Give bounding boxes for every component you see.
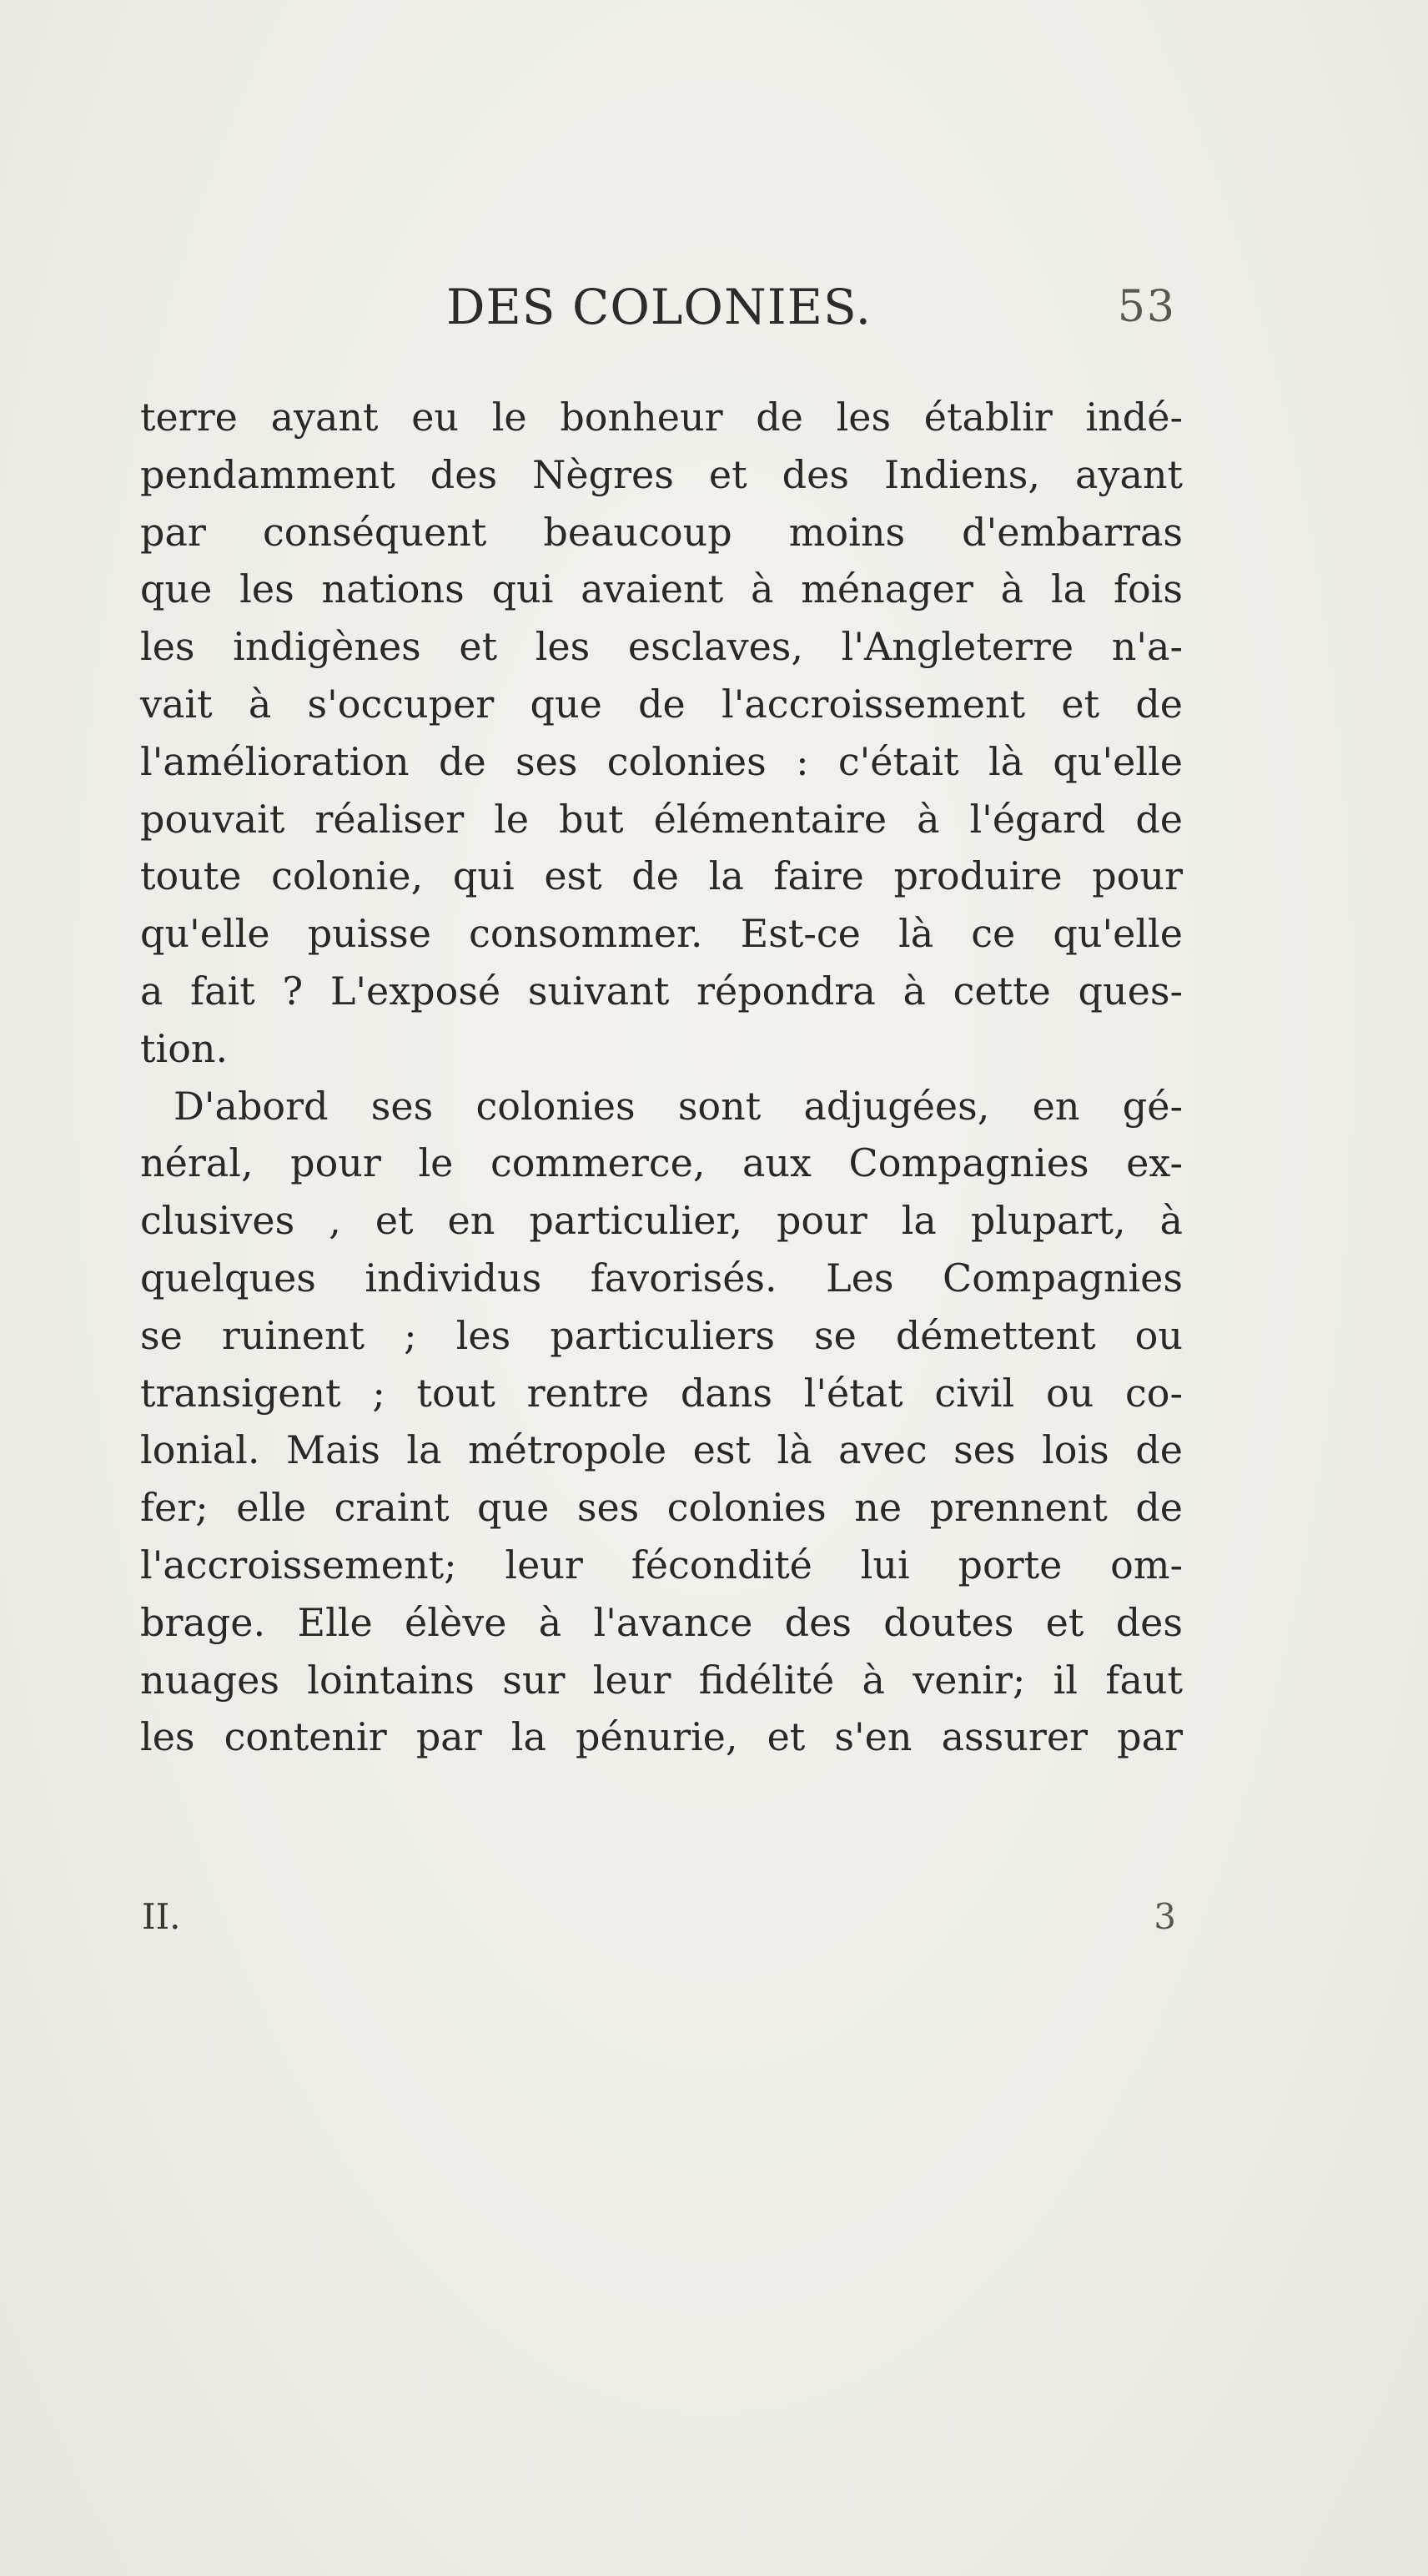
text-line: pendamment des Nègres et des Indiens, ayant — [140, 451, 1183, 497]
text-line: vait à s'occuper que de l'accroissement et de — [140, 681, 1183, 727]
text-line: brage. Elle élève à l'avance des doutes et des — [140, 1599, 1183, 1645]
text-line: quelques individus favorisés. Les Compagnies — [140, 1255, 1183, 1301]
text-line: les indigènes et les esclaves, l'Angleterre n'a- — [140, 624, 1183, 670]
running-head — [142, 274, 1176, 340]
text-line: a fait ? L'exposé suivant répondra à cette ques- — [140, 968, 1183, 1014]
page-number: 53 — [1117, 282, 1176, 332]
text-line: l'amélioration de ses colonies : c'était là qu'elle — [140, 738, 1183, 784]
text-line: terre ayant eu le bonheur de les établir indé- — [140, 395, 1183, 440]
text-line: se ruinent ; les particuliers se démettent ou — [140, 1312, 1183, 1358]
text-line: que les nations qui avaient à ménager à la fois — [140, 566, 1183, 612]
text-line: fer; elle craint que ses colonies ne prennent de — [140, 1485, 1183, 1531]
text-line: lonial. Mais la métropole est là avec ses lois de — [140, 1427, 1183, 1473]
body-text — [140, 389, 1183, 1766]
text-line: par conséquent beaucoup moins d'embarras — [140, 509, 1183, 555]
text-line: clusives , et en particulier, pour la plupart, à — [140, 1198, 1183, 1244]
text-line: les contenir par la pénurie, et s'en assurer par — [140, 1714, 1183, 1760]
volume-number: II. — [142, 1896, 181, 1937]
page-footer — [142, 1892, 1176, 1942]
text-line: néral, pour le commerce, aux Compagnies ex- — [140, 1140, 1183, 1186]
text-line: toute colonie, qui est de la faire produire pour — [140, 853, 1183, 899]
paragraph-start-line: D'abord ses colonies sont adjugées, en gé- — [173, 1083, 1183, 1129]
signature-mark: 3 — [1154, 1896, 1176, 1937]
text-line: nuages lointains sur leur fidélité à venir; il faut — [140, 1657, 1183, 1703]
paragraph-end-line: tion. — [140, 1025, 229, 1071]
text-line: transigent ; tout rentre dans l'état civil ou co- — [140, 1370, 1183, 1416]
text-line: l'accroissement; leur fécondité lui porte om- — [140, 1542, 1183, 1587]
running-title: DES COLONIES. — [445, 279, 872, 335]
text-line: pouvait réaliser le but élémentaire à l'égard de — [140, 796, 1183, 842]
text-line: qu'elle puisse consommer. Est-ce là ce qu'elle — [140, 911, 1183, 957]
